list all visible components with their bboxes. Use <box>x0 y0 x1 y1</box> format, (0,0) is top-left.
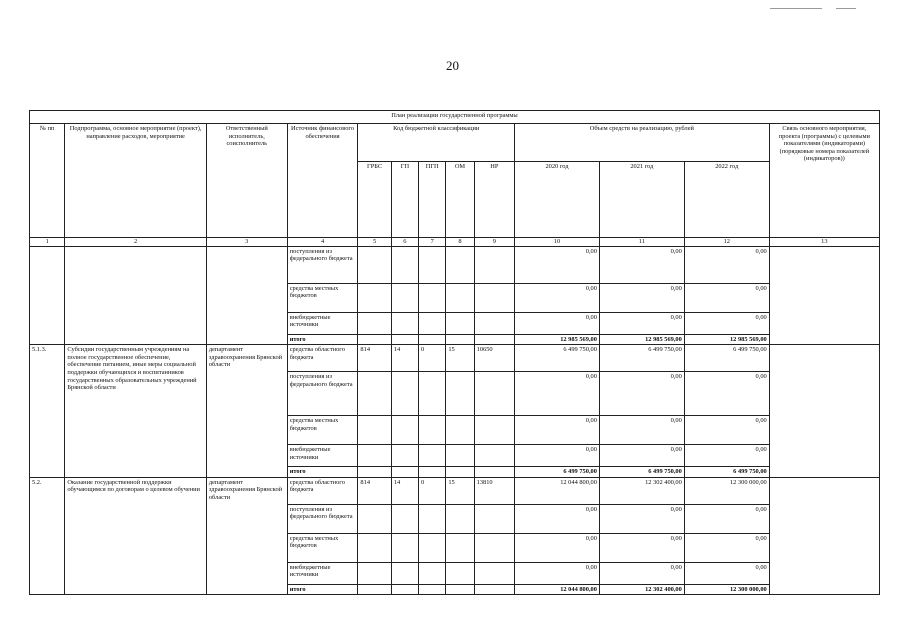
value-2022: 12 985 569,00 <box>684 334 769 345</box>
value-2020: 6 499 750,00 <box>515 467 600 478</box>
header-grbs: ГРБС <box>358 162 391 238</box>
table-row <box>30 345 880 372</box>
source-cell: внебюджетные источники <box>287 445 358 467</box>
code-gp: 14 <box>391 477 418 504</box>
value-2022: 0,00 <box>684 312 769 334</box>
code-grbs: 814 <box>358 477 391 504</box>
code-grbs: 814 <box>358 345 391 372</box>
source-cell: средства областного бюджета <box>287 345 358 372</box>
value-2020: 0,00 <box>515 372 600 416</box>
empty-cell <box>65 246 206 345</box>
item-number: 5.2. <box>30 477 65 595</box>
value-2021: 0,00 <box>599 504 684 533</box>
value-2022: 0,00 <box>684 246 769 283</box>
item-executor: департамент здравоохранения Брянской области <box>206 345 287 478</box>
empty-cell <box>769 477 879 595</box>
scan-marks <box>770 8 870 26</box>
page-number: 20 <box>446 58 459 73</box>
empty-cell <box>769 345 879 478</box>
source-cell: внебюджетные источники <box>287 312 358 334</box>
value-2021: 12 302 400,00 <box>599 584 684 595</box>
column-number: 2 <box>65 238 206 247</box>
source-cell: поступления из федерального бюджета <box>287 246 358 283</box>
header-nr: НР <box>474 162 514 238</box>
value-2022: 0,00 <box>684 372 769 416</box>
value-2021: 6 499 750,00 <box>599 467 684 478</box>
table-title: План реализации государственной программы <box>30 111 880 124</box>
value-2020: 0,00 <box>515 246 600 283</box>
header-pgp: ПГП <box>419 162 446 238</box>
value-2020: 0,00 <box>515 445 600 467</box>
value-2020: 0,00 <box>515 312 600 334</box>
source-cell: поступления из федерального бюджета <box>287 372 358 416</box>
column-number: 5 <box>358 238 391 247</box>
source-cell: итого <box>287 334 358 345</box>
value-2020: 0,00 <box>515 283 600 312</box>
column-number: 1 <box>30 238 65 247</box>
value-2021: 6 499 750,00 <box>599 345 684 372</box>
column-number: 11 <box>599 238 684 247</box>
value-2022: 0,00 <box>684 533 769 562</box>
value-2022: 0,00 <box>684 283 769 312</box>
code-nr: 10650 <box>474 345 514 372</box>
program-plan-table <box>29 110 880 595</box>
source-cell: средства областного бюджета <box>287 477 358 504</box>
value-2020: 0,00 <box>515 504 600 533</box>
value-2020: 0,00 <box>515 562 600 584</box>
item-name: Субсидии государственным учреждениям на полное государственное обеспечение, обеспечение питанием, иные меры социальной поддержки обучающихся и воспитанников государственных образовательных учреждений Брянской области <box>65 345 206 478</box>
empty-cell <box>30 246 65 345</box>
value-2022: 0,00 <box>684 562 769 584</box>
column-number: 10 <box>515 238 600 247</box>
header-year-2021: 2021 год <box>599 162 684 238</box>
value-2020: 12 985 569,00 <box>515 334 600 345</box>
value-2022: 12 300 000,00 <box>684 477 769 504</box>
item-executor: департамент здравоохранения Брянской области <box>206 477 287 595</box>
value-2021: 0,00 <box>599 416 684 445</box>
value-2021: 12 985 569,00 <box>599 334 684 345</box>
header-year-2020: 2020 год <box>515 162 600 238</box>
value-2021: 0,00 <box>599 445 684 467</box>
code-gp: 14 <box>391 345 418 372</box>
column-number: 3 <box>206 238 287 247</box>
column-number: 13 <box>769 238 879 247</box>
value-2020: 0,00 <box>515 416 600 445</box>
source-cell: итого <box>287 467 358 478</box>
source-cell: итого <box>287 584 358 595</box>
value-2021: 0,00 <box>599 533 684 562</box>
table-row <box>30 246 880 283</box>
value-2022: 12 300 000,00 <box>684 584 769 595</box>
column-number: 9 <box>474 238 514 247</box>
value-2022: 0,00 <box>684 504 769 533</box>
item-number: 5.1.3. <box>30 345 65 478</box>
value-2022: 0,00 <box>684 445 769 467</box>
empty-cell <box>769 246 879 345</box>
value-2021: 0,00 <box>599 372 684 416</box>
header-source: Источник финансового обеспечения <box>287 124 358 238</box>
source-cell: внебюджетные источники <box>287 562 358 584</box>
value-2020: 12 044 800,00 <box>515 584 600 595</box>
code-pgp: 0 <box>419 345 446 372</box>
value-2021: 0,00 <box>599 562 684 584</box>
source-cell: поступления из федерального бюджета <box>287 504 358 533</box>
value-2020: 0,00 <box>515 533 600 562</box>
column-numbers-row <box>30 238 880 247</box>
value-2021: 0,00 <box>599 283 684 312</box>
header-budget-code: Код бюджетной классификации <box>358 124 515 162</box>
value-2021: 0,00 <box>599 246 684 283</box>
value-2020: 6 499 750,00 <box>515 345 600 372</box>
code-om: 15 <box>446 345 474 372</box>
column-number: 6 <box>391 238 418 247</box>
header-volume: Объем средств на реализацию, рублей <box>515 124 770 162</box>
value-2022: 6 499 750,00 <box>684 345 769 372</box>
source-cell: средства местных бюджетов <box>287 283 358 312</box>
code-pgp: 0 <box>419 477 446 504</box>
header-om: ОМ <box>446 162 474 238</box>
code-om: 15 <box>446 477 474 504</box>
column-number: 12 <box>684 238 769 247</box>
value-2021: 0,00 <box>599 312 684 334</box>
item-name: Оказание государственной поддержки обучающимся по договорам о целевом обучении <box>65 477 206 595</box>
code-nr: 13810 <box>474 477 514 504</box>
table-row <box>30 477 880 504</box>
column-number: 7 <box>419 238 446 247</box>
header-num: № пп <box>30 124 65 238</box>
header-executor: Ответственный исполнитель, соисполнитель <box>206 124 287 238</box>
value-2020: 12 044 800,00 <box>515 477 600 504</box>
header-year-2022: 2022 год <box>684 162 769 238</box>
column-number: 4 <box>287 238 358 247</box>
header-subprogram: Подпрограмма, основное мероприятие (проект), направление расходов, мероприятие <box>65 124 206 238</box>
value-2022: 6 499 750,00 <box>684 467 769 478</box>
column-number: 8 <box>446 238 474 247</box>
header-gp: ГП <box>391 162 418 238</box>
header-link: Связь основного мероприятия, проекта (программы) с целевыми показателями (индикаторами) (порядковые номера показателей (индикаторов)) <box>769 124 879 238</box>
source-cell: средства местных бюджетов <box>287 533 358 562</box>
value-2021: 12 302 400,00 <box>599 477 684 504</box>
source-cell: средства местных бюджетов <box>287 416 358 445</box>
value-2022: 0,00 <box>684 416 769 445</box>
empty-cell <box>206 246 287 345</box>
